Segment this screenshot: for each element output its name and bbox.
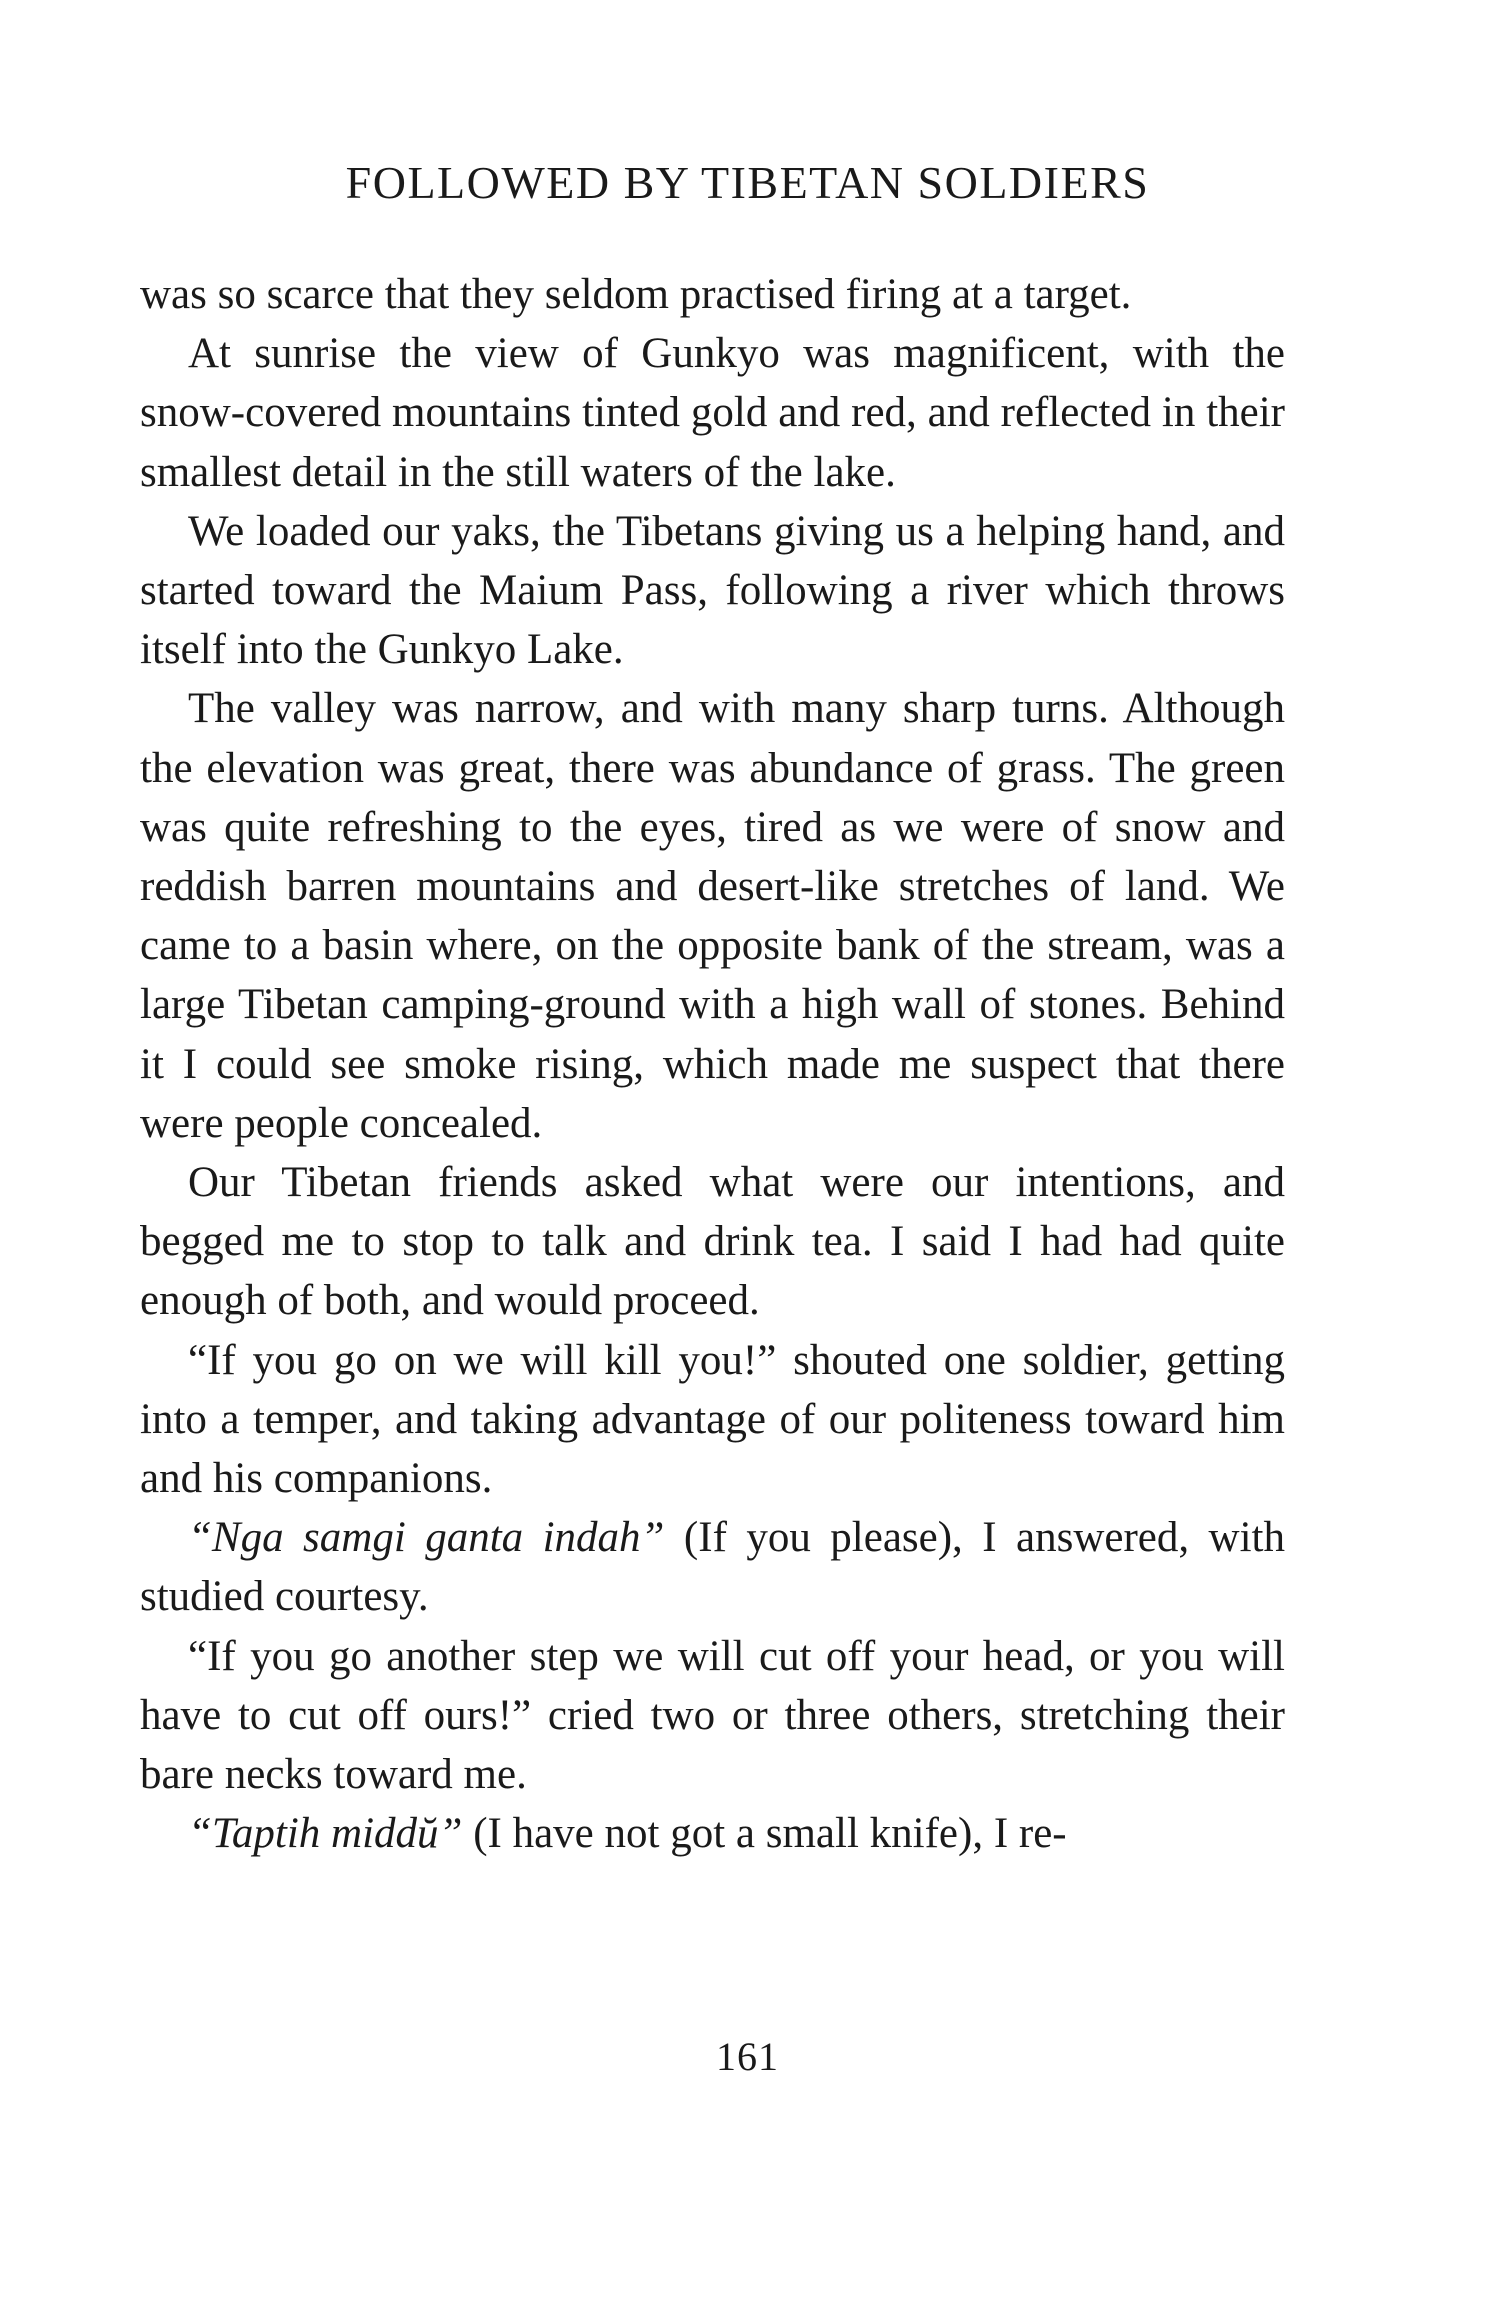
tibetan-phrase: “Nga samgi ganta indah” [188,1514,665,1562]
paragraph: The valley was narrow, and with many sharp turns. Although the elevation was great, there was abundance of grass. The green was quite refreshing to the eyes, tired as we were of snow and reddish barren mountains and desert-like stretches of land. We came to a basin where, on the opposite bank of the stream, was a large Tibetan camping-ground with a high wall of stones. Behind it I could see smoke rising, which made me suspect that there were people concealed. [140,685,1285,1147]
paragraph: “If you go on we will kill you!” shouted one soldier, getting into a temper, and taking advantage of our politeness toward him and his companions. [140,1336,1285,1503]
page-number: 161 [716,2034,779,2079]
tibetan-phrase: “Taptih middŭ” [188,1810,463,1858]
paragraph-continued: was so scarce that they seldom practised firing at a target. [140,271,1132,318]
running-head: FOLLOWED BY TIBETAN SOLDIERS [345,157,1150,208]
paragraph-rest: (I have not got a small knife), I re- [462,1810,1067,1858]
paragraph [140,1508,1285,1626]
paragraph: We loaded our yaks, the Tibetans giving us a helping hand, and started toward the Maium Pass, following a river which throws itself into the Gunkyo Lake. [140,507,1285,674]
paragraph: Our Tibetan friends asked what were our intentions, and begged me to stop to talk and drink tea. I said I had had quite enough of both, and would proceed. [140,1159,1285,1325]
paragraph: At sunrise the view of Gunkyo was magnificent, with the snow-covered mountains tinted gold and red, and reflected in their smallest detail in the still waters of the lake. [140,330,1285,496]
paragraph [140,1804,1285,1863]
paragraph-rest: (If you please), I answered, with studied courtesy. [140,1514,1286,1621]
body-text [140,265,1285,1863]
paragraph: “If you go another step we will cut off your head, or you will have to cut off ours!” cried two or three others, stretching their bare necks toward me. [140,1632,1285,1799]
